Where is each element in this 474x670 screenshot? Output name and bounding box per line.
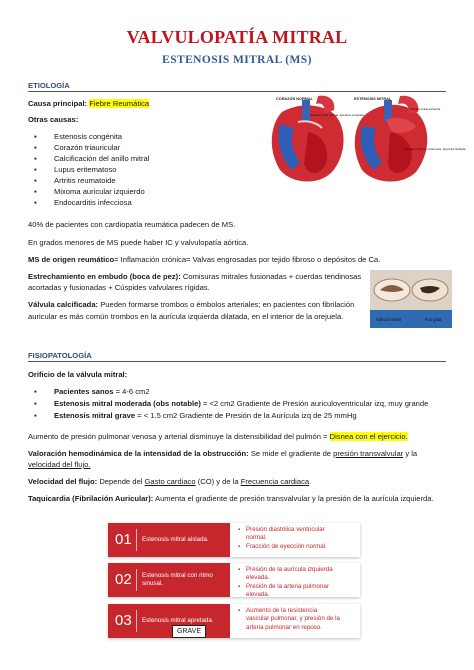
annotation-valvula-estrecha: Válvula mitral estrecha <box>410 107 441 111</box>
ms-reumatico <box>28 255 380 265</box>
stage-label: Estenosis mitral con ritmo sinusal. <box>142 572 213 587</box>
valoracion-and: y la <box>403 449 418 458</box>
annotation-valvula-estenosis: Válvula mitral con estenosis. Apertura limitada <box>404 147 466 151</box>
stage-label: Estenosis mitral apretada. <box>142 617 214 624</box>
orificio-label: Orificio de la válvula mitral: <box>28 370 128 379</box>
bullet-icon: ▪ <box>34 154 37 163</box>
section-divider <box>28 361 446 362</box>
stage-label-wrap <box>142 563 228 597</box>
orificio-item-rest: = < 1.5 cm2 Gradiente de Presión de la Aurícula izq de 25 mmHg <box>135 411 357 420</box>
stage-point: normal. <box>246 534 267 542</box>
stage-point: ▪ Fracción de eyección normal. <box>238 543 327 551</box>
stage-card <box>108 563 360 597</box>
embudo-line-2: acortadas y fusionadas + Cúspides valvulares rígidas. <box>28 283 210 292</box>
stage-points <box>238 566 333 599</box>
label-estenosis-mitral: ESTENOSIS MITRAL <box>354 97 392 101</box>
otras-causa-text: Endocarditis infecciosa <box>54 198 132 207</box>
calcificada-text-1: Pueden formarse trombos o émbolos arteriales; en pacientes con fibrilación <box>98 300 355 309</box>
velocidad-label: Velocidad del flujo: <box>28 477 98 486</box>
stage-card <box>108 604 360 638</box>
bullet-icon: ▪ <box>34 176 37 185</box>
valoracion-line-1 <box>28 449 417 459</box>
section-heading-fisiopatologia: FISIOPATOLOGÍA <box>28 351 92 360</box>
stage-label-wrap <box>142 523 228 557</box>
grave-label: GRAVE <box>172 625 206 638</box>
embudo-label: Estrechamiento en embudo (boca de pez): <box>28 272 181 281</box>
orificio-item-bold: Estenosis mitral grave <box>54 411 136 420</box>
valoracion-text: Se mide el gradiente de <box>248 449 334 458</box>
stage-point: vascular pulmonar, y presión de la <box>246 615 340 623</box>
ms-text: = Inflamación crónica= Valvas engrosadas por tejido fibroso o depósitos de Ca. <box>114 255 381 264</box>
section-heading-etiologia: ETIOLOGÍA <box>28 81 70 90</box>
page-subtitle: ESTENOSIS MITRAL (MS) <box>162 54 312 66</box>
annotation-valvula-normal: Válvula mitral normal. Apertura completa <box>310 113 365 117</box>
taquicardia-label: Taquicardia (Fibrilación Auricular): <box>28 494 154 503</box>
stage-separator <box>136 529 137 551</box>
orificio-item-bold: Estenosis mitral moderada (obs notable) <box>54 399 201 408</box>
velocidad-frecuencia: Frecuencia cardiaca <box>240 477 310 486</box>
stage-header <box>108 604 230 638</box>
bullet-icon: ▪ <box>34 143 37 152</box>
otras-causas-label: Otras causas: <box>28 115 79 124</box>
orificio-item-bold: Pacientes sanos <box>54 387 114 396</box>
orificio-item-text <box>54 399 428 409</box>
heart-comparison-illustration <box>262 92 466 188</box>
velocidad-end: . <box>309 477 312 486</box>
bullet-icon: ▪ <box>34 132 37 141</box>
calcificada-line-1 <box>28 300 354 310</box>
stage-card <box>108 523 360 557</box>
stage-separator <box>136 569 137 591</box>
causa-label: Causa principal: <box>28 99 88 108</box>
embudo-text-1: Comisuras mitrales fusionadas + cuerdas tendinosas <box>180 272 362 281</box>
bullet-icon: ▪ <box>34 187 37 196</box>
otras-causa-text: Artritis reumatoide <box>54 176 116 185</box>
orificio-item-text <box>54 411 357 421</box>
stage-point: arteria pulmonar en reposo. <box>246 623 323 631</box>
aumento-paragraph <box>28 432 408 442</box>
stage-point: ▪ Presión diastólica ventricular <box>238 526 327 534</box>
stage-header <box>108 563 230 597</box>
calcificada-line-2: auricular es más común trombos en la aurícula izquierda dilatada, en el interior de la orejuela. <box>28 312 344 321</box>
otras-causa-text: Corazón triauricular <box>54 143 121 152</box>
velocidad-paragraph <box>28 477 311 487</box>
orificio-item-rest: = 4-6 cm2 <box>113 387 150 396</box>
paragraph-40-percent: 40% de pacientes con cardiopatía reumática padecen de MS. <box>28 220 236 229</box>
taquicardia-text: Aumenta el gradiente de presión transvalvular y la presión de la aurícula izquierda. <box>153 494 434 503</box>
stage-point: ▪ Aumento de la resistencia <box>238 607 340 615</box>
stage-label: Estenosis mitral aislada. <box>142 536 209 543</box>
otras-causa-text: Calcificación del anillo mitral <box>54 154 150 163</box>
stage-number: 01 <box>115 531 132 548</box>
otras-causa-text: Lupus eritematoso <box>54 165 117 174</box>
label-corazon-normal: CORAZÓN NORMAL <box>276 97 313 101</box>
page-title: VALVULOPATÍA MITRAL <box>126 27 348 47</box>
stage-point: elevada. <box>246 590 270 598</box>
stage-number: 02 <box>115 571 132 588</box>
stage-header <box>108 523 230 557</box>
velocidad-gasto: Gasto cardiaco <box>144 477 196 486</box>
valoracion-label: Valoración hemodinámica de la intensidad de la obstrucción: <box>28 449 249 458</box>
calcificada-label: Válvula calcificada: <box>28 300 99 309</box>
bullet-icon: ▪ <box>34 411 37 420</box>
stage-number: 03 <box>115 612 132 629</box>
label-fox-gata: Fox gata <box>425 317 442 322</box>
embudo-line-1 <box>28 272 361 282</box>
valoracion-link: presión transvalvular <box>333 449 404 458</box>
bullet-icon: ▪ <box>34 198 37 207</box>
stage-point: ▪ Presión de la aurícula izquierda <box>238 566 333 574</box>
causa-principal <box>28 99 149 109</box>
aumento-highlight: Disnea con el ejercicio. <box>329 432 408 441</box>
valve-photo-illustration <box>370 270 452 328</box>
ms-label: MS de origen reumático <box>28 255 115 264</box>
orificio-item-text <box>54 387 150 397</box>
otras-causa-text: Mixoma auricular izquierdo <box>54 187 145 196</box>
bullet-icon: ▪ <box>34 387 37 396</box>
otras-causa-text: Estenosis congénita <box>54 132 122 141</box>
velocidad-text-2: (CO) y de la <box>195 477 241 486</box>
stage-point: ▪ Presión de la arteria pulmonar <box>238 583 333 591</box>
orificio-item-rest: = <2 cm2 Gradiente de Presión auriculoventricular izq, muy grande <box>200 399 429 408</box>
label-valvula-mitral: Válvula mitral <box>376 317 402 322</box>
taquicardia-paragraph <box>28 494 434 504</box>
stage-point: elevada. <box>246 574 270 582</box>
bullet-icon: ▪ <box>34 165 37 174</box>
causa-value: Fiebre Reumática <box>89 99 150 108</box>
bullet-icon: ▪ <box>34 399 37 408</box>
velocidad-text-1: Depende del <box>97 477 145 486</box>
stage-separator <box>136 610 137 632</box>
paragraph-grados: En grados menores de MS puede haber IC y valvulopatía aórtica. <box>28 238 249 247</box>
valoracion-line-2: velocidad del flujo. <box>28 460 91 469</box>
aumento-text: Aumento de presión pulmonar venosa y arterial disminuye la distensibilidad del pulmón = <box>28 432 330 441</box>
stage-points <box>238 526 327 551</box>
stage-points <box>238 607 340 632</box>
